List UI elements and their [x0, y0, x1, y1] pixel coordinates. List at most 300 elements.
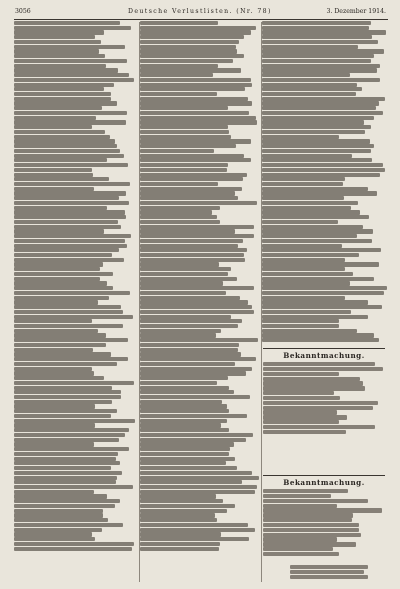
illegible-text-line — [140, 135, 231, 139]
illegible-text-line — [140, 490, 255, 494]
illegible-text-line — [14, 40, 101, 44]
illegible-text-line — [14, 504, 115, 508]
illegible-text-line — [262, 191, 377, 195]
illegible-text-line — [140, 54, 244, 58]
illegible-text-line — [263, 499, 368, 503]
illegible-text-line — [14, 229, 104, 233]
illegible-text-line — [262, 201, 358, 205]
illegible-text-line — [14, 442, 94, 446]
illegible-text-line — [140, 196, 238, 200]
illegible-text-line — [14, 404, 95, 408]
illegible-text-line — [262, 130, 365, 134]
illegible-text-line — [140, 68, 241, 72]
illegible-text-line — [140, 461, 226, 465]
illegible-text-line — [140, 64, 218, 68]
illegible-text-line — [262, 234, 357, 238]
illegible-text-line — [140, 220, 220, 224]
illegible-text-line — [140, 78, 251, 82]
illegible-text-line — [262, 333, 374, 337]
illegible-text-line — [262, 49, 384, 53]
illegible-text-line — [262, 83, 357, 87]
illegible-text-line — [263, 489, 348, 493]
illegible-text-line — [14, 130, 105, 134]
illegible-text-line — [140, 35, 244, 39]
illegible-text-line — [140, 201, 257, 205]
illegible-text-line — [14, 343, 106, 347]
illegible-text-line — [14, 30, 104, 34]
illegible-text-line — [263, 430, 346, 434]
header-rule — [14, 19, 388, 20]
illegible-text-line — [262, 149, 371, 153]
illegible-text-line — [14, 509, 103, 513]
illegible-text-line — [14, 485, 133, 489]
illegible-text-line — [262, 30, 386, 34]
illegible-text-line — [140, 423, 221, 427]
illegible-text-line — [262, 324, 339, 328]
illegible-text-line — [262, 35, 372, 39]
illegible-text-line — [14, 125, 92, 129]
illegible-text-line — [14, 272, 113, 276]
notice-body — [263, 489, 385, 556]
illegible-text-line — [140, 433, 253, 437]
casualty-list-column-1 — [14, 21, 137, 551]
illegible-text-line — [14, 87, 104, 91]
illegible-text-line — [14, 296, 109, 300]
illegible-text-line — [140, 83, 252, 87]
illegible-text-line — [14, 92, 111, 96]
illegible-text-line — [14, 457, 116, 461]
illegible-text-line — [262, 40, 378, 44]
illegible-text-line — [14, 528, 102, 532]
illegible-text-line — [140, 281, 223, 285]
illegible-text-line — [140, 376, 228, 380]
page-number: 3056 — [15, 8, 31, 15]
illegible-text-line — [14, 333, 106, 337]
illegible-text-line — [14, 277, 100, 281]
illegible-text-line — [14, 319, 92, 323]
illegible-text-line — [262, 253, 359, 257]
illegible-text-line — [140, 97, 248, 101]
illegible-text-line — [14, 83, 114, 87]
illegible-text-line — [262, 244, 342, 248]
illegible-text-line — [14, 386, 112, 390]
illegible-text-line — [262, 262, 379, 266]
illegible-text-line — [262, 210, 360, 214]
notice-box-1 — [263, 348, 385, 435]
illegible-text-line — [262, 225, 363, 229]
illegible-text-line — [140, 343, 239, 347]
illegible-text-line — [140, 400, 222, 404]
illegible-text-line — [263, 386, 365, 390]
illegible-text-line — [263, 401, 378, 405]
illegible-text-line — [140, 457, 235, 461]
illegible-text-line — [14, 68, 118, 72]
illegible-text-line — [14, 310, 123, 314]
illegible-text-line — [140, 267, 231, 271]
illegible-text-line — [262, 206, 351, 210]
illegible-text-line — [140, 30, 251, 34]
illegible-text-line — [14, 471, 122, 475]
illegible-text-line — [262, 248, 381, 252]
illegible-text-line — [14, 490, 94, 494]
illegible-text-line — [262, 78, 380, 82]
illegible-text-line — [140, 542, 220, 546]
illegible-text-line — [140, 466, 237, 470]
illegible-text-line — [140, 532, 221, 536]
illegible-text-line — [140, 49, 237, 53]
illegible-text-line — [140, 130, 229, 134]
illegible-text-line — [14, 21, 120, 25]
illegible-text-line — [140, 419, 227, 423]
illegible-text-line — [140, 296, 240, 300]
illegible-text-line — [14, 476, 117, 480]
illegible-text-line — [14, 225, 121, 229]
illegible-text-line — [140, 352, 241, 356]
illegible-text-line — [14, 461, 120, 465]
illegible-text-line — [263, 523, 359, 527]
illegible-text-line — [262, 229, 373, 233]
illegible-text-line — [263, 547, 333, 551]
illegible-text-line — [140, 177, 243, 181]
illegible-text-line — [14, 286, 113, 290]
illegible-text-line — [14, 338, 128, 342]
illegible-text-line — [140, 87, 245, 91]
illegible-text-line — [14, 248, 119, 252]
illegible-text-line — [14, 182, 130, 186]
illegible-text-line — [14, 111, 127, 115]
illegible-text-line — [262, 59, 371, 63]
illegible-text-line — [262, 305, 382, 309]
illegible-text-line — [140, 187, 242, 191]
illegible-text-line — [140, 319, 242, 323]
illegible-text-line — [140, 504, 235, 508]
illegible-text-line — [262, 106, 376, 110]
illegible-text-line — [140, 229, 235, 233]
illegible-text-line — [140, 21, 218, 25]
illegible-text-line — [262, 196, 344, 200]
illegible-text-line — [263, 425, 375, 429]
illegible-text-line — [140, 310, 254, 314]
illegible-text-line — [14, 144, 117, 148]
illegible-text-line — [14, 352, 111, 356]
illegible-text-line — [263, 415, 347, 419]
illegible-text-line — [140, 329, 221, 333]
illegible-text-line — [14, 452, 118, 456]
illegible-text-line — [140, 40, 239, 44]
illegible-text-line — [140, 513, 215, 517]
illegible-text-line — [14, 542, 134, 546]
illegible-text-line — [263, 420, 339, 424]
illegible-text-line — [262, 338, 379, 342]
illegible-text-line — [263, 406, 373, 410]
illegible-text-line — [140, 210, 212, 214]
illegible-text-line — [140, 248, 247, 252]
illegible-text-line — [14, 414, 111, 418]
illegible-text-line — [140, 291, 226, 295]
illegible-text-line — [262, 139, 370, 143]
illegible-text-line — [14, 371, 94, 375]
illegible-text-line — [14, 409, 117, 413]
illegible-text-line — [14, 220, 118, 224]
illegible-text-line — [262, 177, 345, 181]
illegible-text-line — [14, 154, 124, 158]
illegible-text-line — [140, 357, 256, 361]
illegible-text-line — [14, 419, 135, 423]
illegible-text-line — [262, 258, 345, 262]
illegible-text-line — [140, 333, 216, 337]
illegible-text-line — [290, 575, 368, 579]
notice-title: Bekanntmachung. — [263, 348, 385, 360]
illegible-text-line — [14, 518, 108, 522]
issue-date: 3. Dezember 1914. — [326, 8, 386, 15]
illegible-text-line — [140, 272, 228, 276]
illegible-text-line — [140, 442, 234, 446]
illegible-text-line — [140, 45, 236, 49]
illegible-text-line — [14, 187, 94, 191]
illegible-text-line — [262, 120, 364, 124]
illegible-text-line — [14, 173, 93, 177]
illegible-text-line — [140, 471, 252, 475]
illegible-text-line — [14, 54, 105, 58]
illegible-text-line — [262, 286, 387, 290]
illegible-text-line — [140, 409, 229, 413]
illegible-text-line — [14, 239, 125, 243]
illegible-text-line — [262, 272, 353, 276]
illegible-text-line — [140, 182, 218, 186]
illegible-text-line — [140, 258, 245, 262]
illegible-text-line — [262, 173, 380, 177]
illegible-text-line — [14, 466, 111, 470]
illegible-text-line — [140, 518, 217, 522]
illegible-text-line — [14, 120, 126, 124]
illegible-text-line — [14, 258, 124, 262]
illegible-text-line — [14, 244, 127, 248]
illegible-text-line — [262, 296, 345, 300]
illegible-text-line — [263, 367, 383, 371]
illegible-text-line — [140, 215, 217, 219]
illegible-text-line — [263, 410, 337, 414]
illegible-text-line — [14, 163, 128, 167]
illegible-text-line — [262, 277, 374, 281]
illegible-text-line — [14, 447, 129, 451]
illegible-text-line — [262, 92, 356, 96]
illegible-text-line — [140, 262, 219, 266]
illegible-text-line — [140, 404, 227, 408]
illegible-text-line — [140, 277, 237, 281]
illegible-text-line — [262, 45, 358, 49]
illegible-text-line — [262, 87, 362, 91]
illegible-text-line — [140, 101, 252, 105]
illegible-text-line — [140, 324, 238, 328]
illegible-text-line — [263, 542, 356, 546]
illegible-text-line — [140, 92, 217, 96]
illegible-text-line — [140, 305, 252, 309]
illegible-text-line — [140, 414, 247, 418]
illegible-text-line — [14, 523, 123, 527]
illegible-text-line — [140, 253, 244, 257]
illegible-text-line — [14, 428, 129, 432]
illegible-text-line — [262, 111, 383, 115]
illegible-text-line — [14, 191, 126, 195]
illegible-text-line — [262, 154, 352, 158]
page-header — [10, 5, 390, 19]
illegible-text-line — [290, 565, 368, 569]
notice-body — [263, 362, 385, 434]
illegible-text-line — [140, 154, 244, 158]
illegible-text-line — [140, 381, 217, 385]
illegible-text-line — [140, 315, 231, 319]
illegible-text-line — [140, 528, 255, 532]
illegible-text-line — [14, 135, 110, 139]
illegible-text-line — [14, 116, 96, 120]
illegible-text-line — [14, 168, 92, 172]
illegible-text-line — [140, 125, 228, 129]
imprint — [290, 565, 372, 580]
illegible-text-line — [14, 494, 107, 498]
illegible-text-line — [14, 390, 121, 394]
illegible-text-line — [14, 348, 93, 352]
illegible-text-line — [140, 390, 234, 394]
illegible-text-line — [262, 135, 339, 139]
illegible-text-line — [14, 196, 119, 200]
illegible-text-line — [140, 163, 228, 167]
illegible-text-line — [263, 533, 361, 537]
illegible-text-line — [263, 537, 337, 541]
illegible-text-line — [140, 168, 227, 172]
illegible-text-line — [263, 391, 334, 395]
illegible-text-line — [262, 291, 384, 295]
illegible-text-line — [140, 139, 251, 143]
illegible-text-line — [14, 267, 100, 271]
illegible-text-line — [14, 300, 98, 304]
illegible-text-line — [262, 267, 345, 271]
illegible-text-line — [262, 182, 343, 186]
illegible-text-line — [14, 281, 107, 285]
illegible-text-line — [140, 149, 214, 153]
illegible-text-line — [14, 438, 119, 442]
illegible-text-line — [290, 570, 364, 574]
illegible-text-line — [262, 319, 339, 323]
illegible-text-line — [14, 262, 103, 266]
illegible-text-line — [140, 485, 257, 489]
illegible-text-line — [140, 438, 246, 442]
illegible-text-line — [14, 253, 112, 257]
illegible-text-line — [14, 367, 92, 371]
illegible-text-line — [14, 149, 120, 153]
illegible-text-line — [262, 215, 369, 219]
illegible-text-line — [14, 423, 95, 427]
illegible-text-line — [140, 348, 238, 352]
illegible-text-line — [140, 106, 228, 110]
illegible-text-line — [140, 386, 229, 390]
illegible-text-line — [14, 362, 117, 366]
notice-title: Bekanntmachung. — [263, 475, 385, 487]
illegible-text-line — [140, 523, 248, 527]
illegible-text-line — [262, 281, 350, 285]
illegible-text-line — [262, 158, 372, 162]
illegible-text-line — [140, 59, 233, 63]
illegible-text-line — [262, 239, 372, 243]
illegible-text-line — [14, 201, 129, 205]
illegible-text-line — [14, 376, 104, 380]
illegible-text-line — [14, 215, 126, 219]
illegible-text-line — [140, 191, 235, 195]
illegible-text-line — [140, 120, 257, 124]
illegible-text-line — [14, 35, 95, 39]
illegible-text-line — [14, 532, 92, 536]
illegible-text-line — [263, 372, 339, 376]
illegible-text-line — [14, 357, 128, 361]
illegible-text-line — [14, 547, 132, 551]
illegible-text-line — [14, 433, 125, 437]
illegible-text-line — [262, 73, 350, 77]
illegible-text-line — [14, 210, 125, 214]
illegible-text-line — [140, 234, 254, 238]
illegible-text-line — [14, 78, 134, 82]
illegible-text-line — [14, 64, 106, 68]
illegible-text-line — [14, 49, 99, 53]
illegible-text-line — [14, 101, 117, 105]
illegible-text-line — [14, 139, 115, 143]
illegible-text-line — [262, 101, 379, 105]
illegible-text-line — [14, 499, 120, 503]
illegible-text-line — [140, 509, 227, 513]
illegible-text-line — [140, 537, 249, 541]
illegible-text-line — [140, 173, 247, 177]
illegible-text-line — [140, 239, 243, 243]
illegible-text-line — [262, 310, 351, 314]
illegible-text-line — [14, 177, 109, 181]
illegible-text-line — [263, 381, 363, 385]
publication-title: Deutsche Verlustlisten. (Nr. 78) — [128, 8, 272, 15]
illegible-text-line — [140, 286, 254, 290]
illegible-text-line — [140, 480, 242, 484]
illegible-text-line — [140, 362, 235, 366]
illegible-text-line — [140, 144, 236, 148]
illegible-text-line — [262, 116, 374, 120]
illegible-text-line — [140, 499, 223, 503]
illegible-text-line — [140, 111, 249, 115]
illegible-text-line — [14, 537, 95, 541]
illegible-text-line — [140, 225, 254, 229]
illegible-text-line — [140, 367, 252, 371]
illegible-text-line — [262, 220, 338, 224]
casualty-list-column-3 — [262, 21, 388, 343]
illegible-text-line — [140, 494, 216, 498]
illegible-text-line — [14, 400, 112, 404]
illegible-text-line — [263, 508, 382, 512]
illegible-text-line — [140, 300, 248, 304]
illegible-text-line — [140, 206, 220, 210]
illegible-text-line — [14, 305, 121, 309]
illegible-text-line — [263, 362, 375, 366]
illegible-text-line — [140, 26, 256, 30]
illegible-text-line — [14, 395, 121, 399]
illegible-text-line — [14, 97, 111, 101]
illegible-text-line — [140, 244, 238, 248]
notice-box-2 — [263, 475, 385, 557]
illegible-text-line — [262, 54, 374, 58]
illegible-text-line — [140, 428, 229, 432]
illegible-text-line — [14, 480, 116, 484]
illegible-text-line — [140, 447, 230, 451]
illegible-text-line — [140, 158, 251, 162]
illegible-text-line — [262, 21, 371, 25]
illegible-text-line — [263, 504, 337, 508]
illegible-text-line — [262, 26, 369, 30]
illegible-text-line — [14, 513, 103, 517]
illegible-text-line — [14, 26, 131, 30]
